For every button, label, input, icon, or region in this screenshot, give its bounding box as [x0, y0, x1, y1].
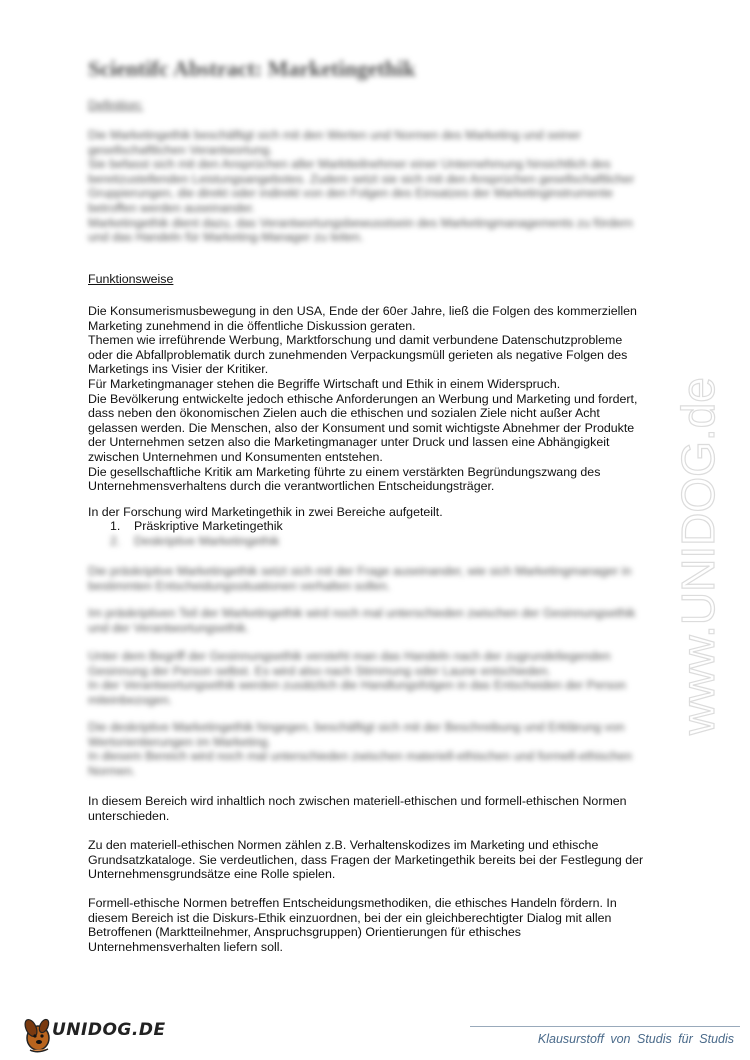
blurred-paragraph — [88, 564, 660, 593]
funktionsweise-line: zwischen Unternehmen und Konsumenten entstehen. — [88, 449, 383, 464]
definition-heading: Definition: — [88, 98, 144, 112]
document-title: Scientifc Abstract: Marketingethik — [88, 56, 416, 81]
blurred-line: Die präskriptive Marketingethik setzt sich mit der Frage auseinander, wie sich Marketingmanager in — [88, 564, 632, 578]
blurred-line: Wertorientierungen im Marketing. — [88, 734, 271, 749]
ethik-list-item — [110, 534, 279, 549]
funktionsweise-line: der Unternehmen setzen also die Marketingmanager unter Druck und lassen eine Abhängigkeit — [88, 435, 610, 450]
blurred-line: Gesinnung der Person selbst. Es wird also nach Stimmung oder Laune entschieden. — [88, 663, 551, 678]
definition-line: Gruppierungen, die direkt oder indirekt von den Folgen des Einsatzes der Marketinginstrumente — [88, 186, 613, 201]
blurred-line: miteinbezogen. — [88, 692, 173, 707]
closing-line: Unternehmensgrundsätze eine Rolle spielen. — [88, 867, 336, 882]
blurred-line: In diesem Bereich wird noch mal unterschieden zwischen materiell-ethischen und formell-ethischen — [88, 749, 633, 764]
funktionsweise-line: Die gesellschaftliche Kritik am Marketing führte zu einem verstärkten Begründungszwang des — [88, 464, 601, 479]
blurred-paragraph — [88, 606, 660, 635]
definition-line: bereitzustellenden Leistungsangebotes. Zudem setzt sie sich mit den Ansprüchen gesellschaftlicher — [88, 171, 635, 186]
funktionsweise-line: oder die Abfallproblematik durch zunehmenden Verpackungsmüll gerieten als negative Folgen des — [88, 347, 628, 362]
definition-body — [88, 128, 660, 245]
blurred-line: und der Verantwortungsethik. — [88, 620, 250, 635]
funktionsweise-body — [88, 304, 660, 494]
unidog-brand: UNIDOG.DE — [52, 1020, 166, 1040]
watermark-text: www.UNIDOG.de — [672, 377, 724, 735]
closing-paragraph — [88, 896, 660, 954]
blurred-paragraph — [88, 720, 660, 778]
blurred-line: Normen. — [88, 763, 136, 778]
funktionsweise-line: Für Marketingmanager stehen die Begriffe Wirtschaft und Ethik in einem Widerspruch. — [88, 376, 561, 391]
funktionsweise-line: Marketing zunehmend in die öffentliche Diskussion geraten. — [88, 318, 416, 333]
unidog-watermark — [670, 280, 730, 740]
blurred-line: Die deskriptive Marketingethik hingegen, beschäftigt sich mit der Beschreibung und Erklärung von — [88, 720, 625, 734]
definition-line: gesellschaftlichen Verantwortung. — [88, 142, 273, 157]
ethik-list-item — [110, 519, 283, 534]
funktionsweise-line: Die Bevölkerung entwickelte jedoch ethische Anforderungen an Werbung und Marketing und fordert, — [88, 391, 638, 406]
closing-line: Zu den materiell-ethischen Normen zählen z.B. Verhaltenskodizes im Marketing und ethische — [88, 838, 599, 852]
footer-tagline: Klausurstoff von Studis für Studis — [537, 1032, 734, 1046]
blurred-line: In der Verantwortungsethik werden zusätzlich die Handlungsfolgen in das Entscheiden der Person — [88, 678, 626, 693]
list-number: 2. — [110, 534, 121, 548]
definition-line: betroffen werden auseinander. — [88, 200, 256, 215]
footer-divider — [470, 1026, 740, 1027]
closing-line: diesem Bereich ist die Diskurs-Ethik einzuordnen, bei der ein gleichberechtigter Dialog mit allen — [88, 910, 612, 925]
closing-line: In diesem Bereich wird inhaltlich noch zwischen materiell-ethischen und formell-ethischen Normen — [88, 794, 627, 808]
closing-line: Betroffenen (Marktteilnehmer, Anspruchsgruppen) Orientierungen für ethisches — [88, 925, 521, 940]
definition-line: Die Marketingethik beschäftigt sich mit den Werten und Normen des Marketing und seiner — [88, 128, 581, 142]
list-number: 1. — [110, 519, 121, 533]
funktionsweise-line: Unternehmensverhaltens durch die verantwortlichen Entscheidungsträger. — [88, 479, 495, 494]
definition-line: Marketingethik dient dazu, das Verantwortungsbewusstsein des Marketingmanagements zu fördern — [88, 215, 633, 230]
definition-line: und das Handeln für Marketing-Manager zu leiten. — [88, 230, 364, 245]
list-label: Präskriptive Marketingethik — [134, 519, 283, 533]
forschung-sentence: In der Forschung wird Marketingethik in zwei Bereiche aufgeteilt. — [88, 505, 443, 519]
closing-line: unterschieden. — [88, 808, 170, 823]
funktionsweise-line: dass neben den ökonomischen Zielen auch die ethischen und sozialen Ziele nicht außer Acht — [88, 406, 600, 421]
funktionsweise-line: Marketings ins Visier der Kritiker. — [88, 362, 269, 377]
funktionsweise-heading: Funktionsweise — [88, 272, 174, 286]
closing-line: Formell-ethische Normen betreffen Entscheidungsmethodiken, die ethisches Handeln fördern. In — [88, 896, 617, 910]
blurred-line: Unter dem Begriff der Gesinnungsethik versteht man das Handeln nach der zugrundeliegenden — [88, 649, 611, 663]
list-label: Deskriptive Marketingethik — [134, 534, 280, 548]
blurred-line: bestimmten Entscheidungssituationen verhalten sollen. — [88, 578, 391, 593]
blurred-paragraph — [88, 649, 660, 707]
funktionsweise-line: gelassen werden. Die Menschen, also der Konsument und somit wichtigste Abnehmer der Produkte — [88, 420, 635, 435]
closing-paragraph — [88, 794, 660, 823]
funktionsweise-line: Themen wie irreführende Werbung, Marktforschung und damit verbundene Datenschutzprobleme — [88, 333, 623, 348]
funktionsweise-line: Die Konsumerismusbewegung in den USA, Ende der 60er Jahre, ließ die Folgen des kommerziellen — [88, 304, 637, 318]
definition-line: Sie befasst sich mit den Ansprüchen aller Marktteilnehmer einer Unternehmung hinsichtlich des — [88, 157, 611, 172]
closing-line: Grundsatzkataloge. Sie verdeutlichen, dass Fragen der Marketingethik bereits bei der Festlegung der — [88, 852, 644, 867]
closing-line: Unternehmensverhalten liefern soll. — [88, 939, 283, 954]
closing-paragraph — [88, 838, 660, 882]
blurred-line: Im präskriptiven Teil der Marketingethik wird noch mal unterschieden zwischen der Gesinnungsethik — [88, 606, 636, 620]
